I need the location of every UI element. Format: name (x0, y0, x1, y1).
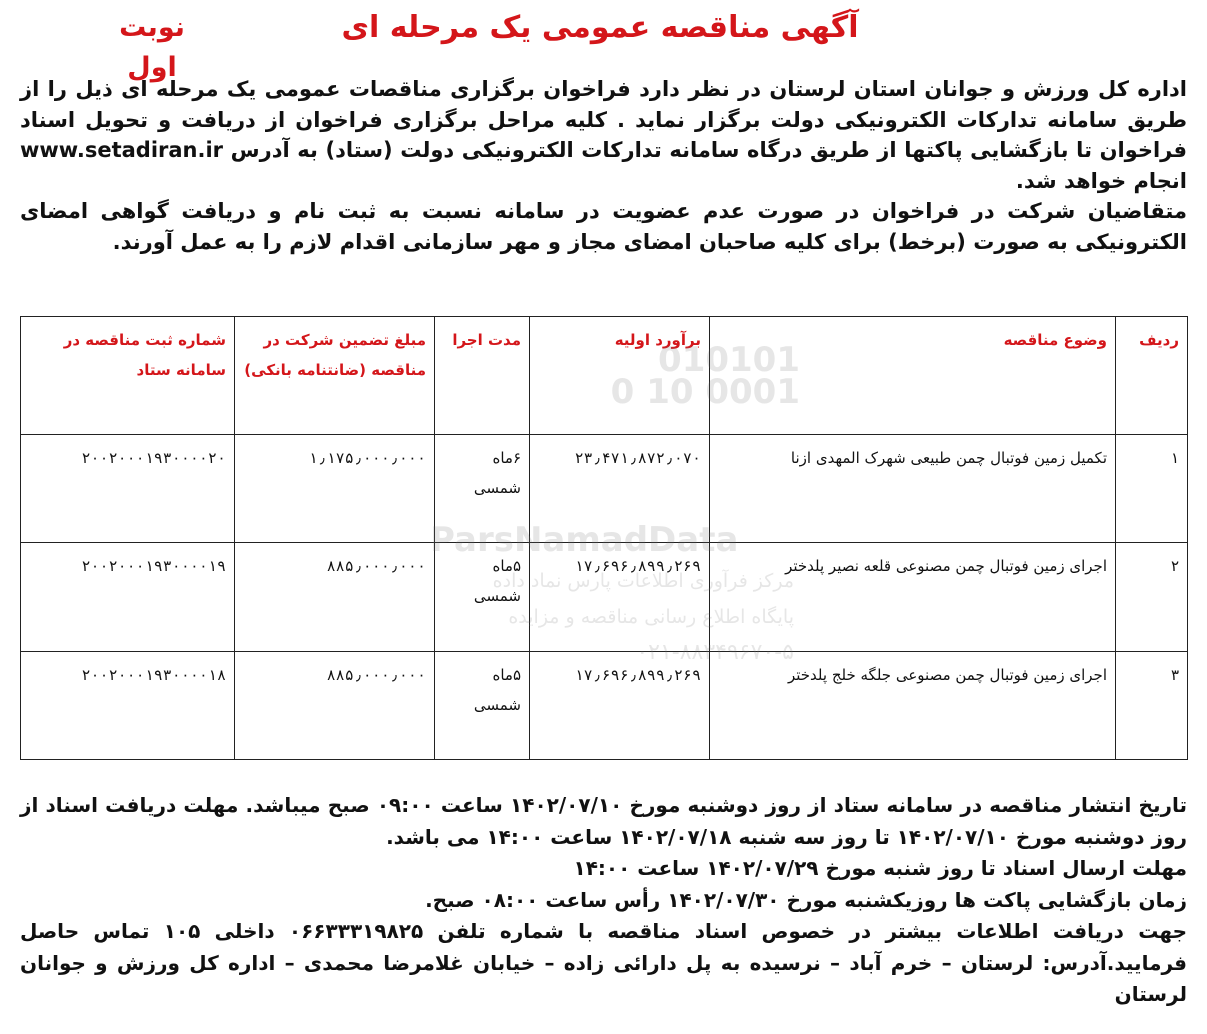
cell-subject: اجرای زمین فوتبال چمن مصنوعی جلگه خلج پلدختر (710, 651, 1116, 759)
header-subject: وضوع مناقصه (710, 317, 1116, 435)
cell-guarantee: ۸۸۵٫۰۰۰٫۰۰۰ (235, 651, 435, 759)
watermark-line-1: مرکز فرآوری اطلاعات پارس نماد داده (492, 570, 794, 592)
table-header-row (21, 317, 1188, 435)
watermark-phone: ۰۲۱-۸۸۳۴۹۶۷۰-۵ (636, 640, 794, 665)
footer-contact-address: جهت دریافت اطلاعات بیشتر در خصوص اسناد مناقصه با شماره تلفن ۰۶۶۳۳۳۱۹۸۲۵ داخلی ۱۰۵ تماس حاصل فرمایید.آدرس: لرستان – خرم آباد – نرسیده به پل دارائی زاده – خیابان غلامرضا محمدی – اداره کل ورزش و جوانان لرستان (20, 919, 1187, 1006)
cell-row-number: ۲ (1116, 543, 1188, 651)
header-row-number: ردیف (1116, 317, 1188, 435)
first-round-badge: نوبت اول (119, 12, 185, 83)
header-estimate: برآورد اولیه (530, 317, 710, 435)
cell-subject: تکمیل زمین فوتبال چمن طبیعی شهرک المهدی ازنا (710, 434, 1116, 542)
footer-publish-dates: تاریخ انتشار مناقصه در سامانه ستاد از روز دوشنبه مورخ ۱۴۰۲/۰۷/۱۰ ساعت ۰۹:۰۰ صبح میباشد. مهلت دریافت اسناد از روز دوشنبه مورخ ۱۴۰۲/۰۷/۱۰ تا روز سه شنبه ۱۴۰۲/۰۷/۱۸ ساعت ۱۴:۰۰ می باشد. (20, 793, 1188, 849)
cell-estimate: ۱۷٫۶۹۶٫۸۹۹٫۲۶۹ (530, 543, 710, 651)
cell-row-number: ۱ (1116, 434, 1188, 542)
intro-paragraph-1: اداره کل ورزش و جوانان استان لرستان در نظر دارد فراخوان برگزاری مناقصات عمومی یک مرحله ای ذیل را از طریق سامانه تدارکات الکترونیکی دولت برگزار نماید . کلیه مراحل برگزاری فراخوان از دریافت و تحویل اسناد فراخوان تا بازگشایی پاکتها از طریق درگاه سامانه تدارکات الکترونیکی دولت (ستاد) به آدرس www.setadiran.ir انجام خواهد شد. (20, 77, 1187, 193)
footer-submission-deadline: مهلت ارسال اسناد تا روز شنبه مورخ ۱۴۰۲/۰۷/۲۹ ساعت ۱۴:۰۰ (573, 856, 1187, 880)
table-row (21, 434, 1188, 542)
header-guarantee: مبلغ تضمین شرکت در مناقصه (ضانتنامه بانکی) (235, 317, 435, 435)
cell-duration: ۵ماه شمسی (435, 543, 530, 651)
watermark-binary: 010101 0001 10 0 (610, 340, 800, 412)
cell-guarantee: ۸۸۵٫۰۰۰٫۰۰۰ (235, 543, 435, 651)
cell-estimate: ۱۷٫۶۹۶٫۸۹۹٫۲۶۹ (530, 651, 710, 759)
notice-title: آگهی مناقصه عمومی یک مرحله ای (341, 10, 859, 45)
intro-section (20, 74, 1187, 258)
cell-duration: ۵ماه شمسی (435, 651, 530, 759)
watermark-line-2: پایگاه اطلاع رسانی مناقصه و مزایده (508, 606, 794, 628)
cell-duration: ۶ماه شمسی (435, 434, 530, 542)
cell-registration-number: ۲۰۰۲۰۰۰۱۹۳۰۰۰۰۱۸ (21, 651, 235, 759)
table-row (21, 543, 1188, 651)
cell-subject: اجرای زمین فوتبال چمن مصنوعی قلعه نصیر پلدختر (710, 543, 1116, 651)
intro-paragraph-2: متقاضیان شرکت در فراخوان در صورت عدم عضویت در سامانه نسبت به ثبت نام و دریافت گواهی امضای الکترونیکی به صورت (برخط) برای کلیه صاحبان امضای مجاز و مهر سازمانی اقدام لازم را به عمل آورند. (20, 199, 1187, 254)
header-registration-number: شماره ثبت مناقصه در سامانه ستاد (21, 317, 235, 435)
footer-section (20, 790, 1187, 1011)
tender-table (20, 316, 1188, 760)
footer-opening-time: زمان بازگشایی پاکت ها روزیکشنبه مورخ ۱۴۰۲/۰۷/۳۰ رأس ساعت ۰۸:۰۰ صبح. (425, 887, 1187, 912)
cell-registration-number: ۲۰۰۲۰۰۰۱۹۳۰۰۰۰۱۹ (21, 543, 235, 651)
cell-registration-number: ۲۰۰۲۰۰۰۱۹۳۰۰۰۰۲۰ (21, 434, 235, 542)
table-row (21, 651, 1188, 759)
cell-estimate: ۲۳٫۴۷۱٫۸۷۲٫۰۷۰ (530, 434, 710, 542)
cell-guarantee: ۱٫۱۷۵٫۰۰۰٫۰۰۰ (235, 434, 435, 542)
header-duration: مدت اجرا (435, 317, 530, 435)
cell-row-number: ۳ (1116, 651, 1188, 759)
watermark-brand: ParsNamadData (430, 520, 739, 560)
